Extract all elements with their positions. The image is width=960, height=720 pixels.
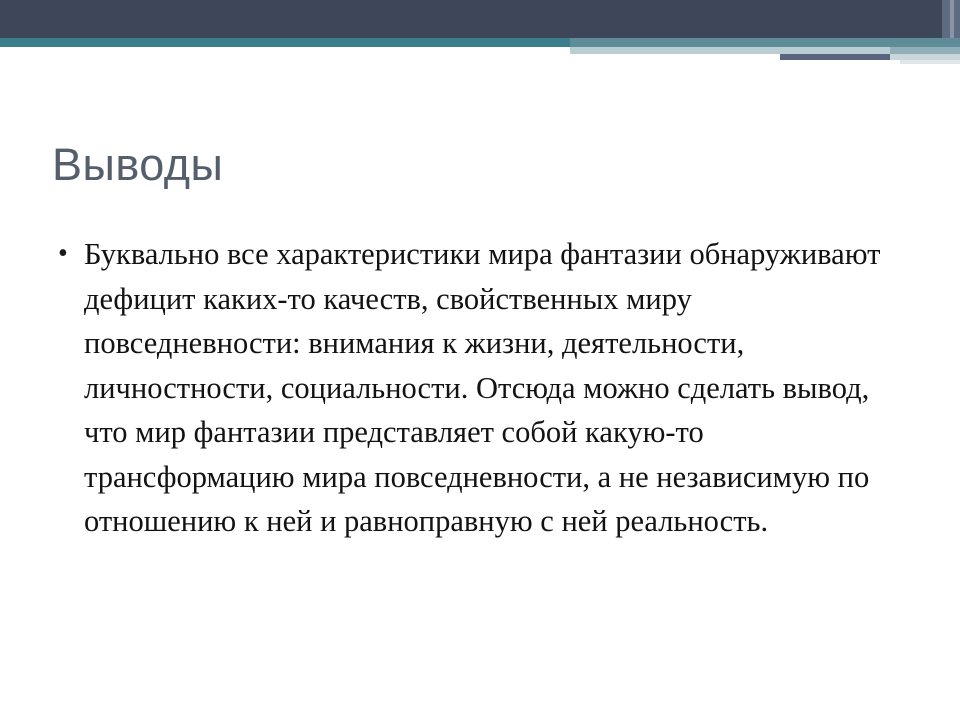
page-title: Выводы [52,139,224,190]
decorative-stripe-teal [570,38,960,47]
decorative-stripe-navy [780,54,890,60]
list-item [58,232,918,544]
bullet-text: Буквально все характеристики мира фантазии обнаруживают дефицит каких-то качеств, свойственных миру повседневности: внимания к жизни, деятельности, личностности, социальности. Отсюда можно сделать вывод, что мир фантазии представляет собой какую-то трансформацию мира повседневности, а не независимую по отношению к ней и равноправную с ней реальность. [84,237,881,538]
decorative-stripe-faint [900,60,960,64]
header-band [0,0,960,38]
decorative-stripe-thin [950,0,954,38]
decorative-stripe-mid [890,47,960,54]
bullet-marker-icon: • [58,238,68,269]
body-content [58,232,918,544]
